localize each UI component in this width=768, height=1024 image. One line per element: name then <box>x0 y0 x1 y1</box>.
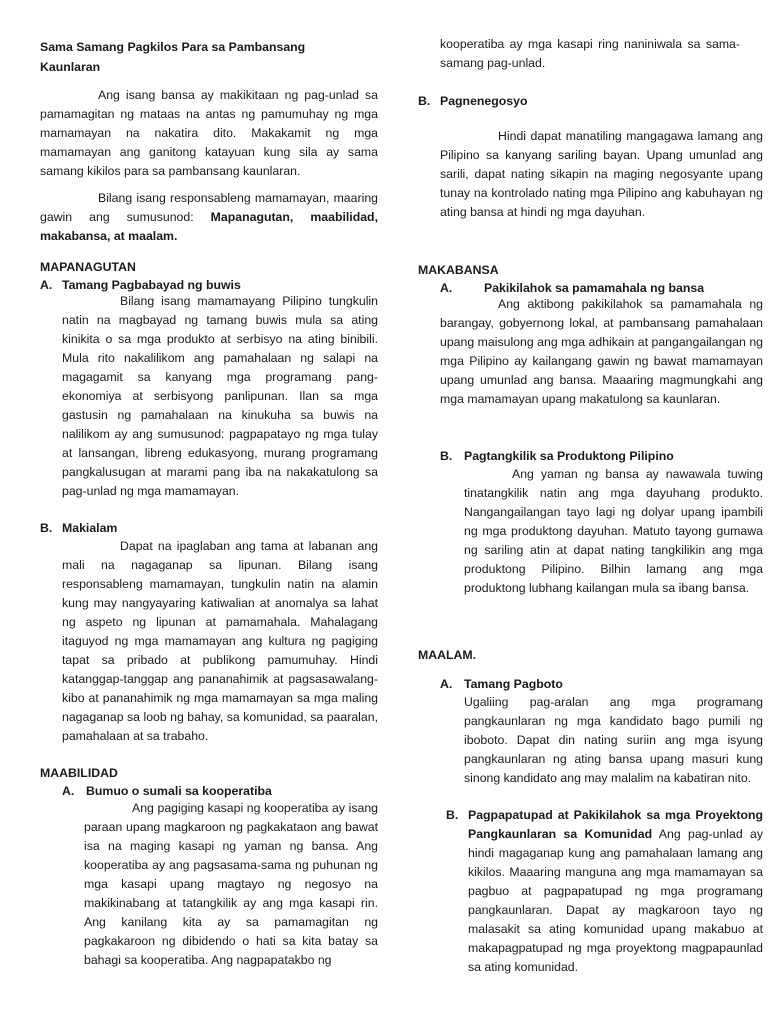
intro-paragraph-1: Ang isang bansa ay makikitaan ng pag-unlad sa pamamagitan ng mataas na antas ng pamumuhay ng mga mamamayan na nakatira dito. Makakamit ng mga mamamayan ang ganitong katayuan kung sila ay sama samang kikilos para sa pambansang kaunlaran. <box>40 88 378 178</box>
maalam-item-b-body-wrapper <box>468 806 763 977</box>
continued-text: kooperatiba ay mga kasapi ring naniniwala sa sama-samang pag-unlad. <box>440 37 740 70</box>
heading-maabilidad: MAABILIDAD <box>40 766 118 780</box>
intro-paragraph-2 <box>40 189 378 246</box>
mapanagutan-item-b-body: Dapat na ipaglaban ang tama at labanan ang mali na nagaganap sa lipunan. Bilang isang responsableng mamamayan, tungkulin natin na alamin kung may nangyayaring katiwalian at anomalya sa lahat ng aspeto ng lipunan at pamamahala. Mahalagang itaguyod ng mga mamamayan ang kultura ng pagiging tapat sa pribado at publikong pamumuhay. Hindi katanggap-tanggap ang pananahimik at pagsasawalang-kibo at pananahimik ng mga mamamayan sa mga maling nagaganap sa loob ng bahay, sa komunidad, sa paaralan, pamahalaan at sa trabaho. <box>62 539 378 743</box>
makabansa-item-a-body: Ang aktibong pakikilahok sa pamamahala ng barangay, gobyernong lokal, at pambansang pamahalaan upang maisulong ang mga adhikain at pangangailangan ng mga Pilipino ay kailangang gawin ng bawat mamamayan upang umunlad ang bansa. Maaaring magmungkahi ang mga mamamayan upang makatulong sa kaunlaran. <box>440 297 763 406</box>
makabansa-item-a-marker: A. <box>440 281 453 295</box>
mapanagutan-item-a-marker: A. <box>40 278 53 292</box>
makabansa-item-b-body: Ang yaman ng bansa ay nawawala tuwing tinatangkilik natin ang mga dayuhang produkto. Nangangailangan tayo lagi ng dolyar upang ipambili ng mga produktong dayuhan. Matuto tayong gumawa ng sariling atin at dapat nating tangkilikin ang mga produktong Pilipino. Bilhin lamang ang mga produktong lubhang kailangan mula sa ibang bansa. <box>464 467 763 595</box>
maalam-item-b-title: Pagpapatupad at Pakikilahok sa mga Proyektong Pangkaunlaran sa Komunidad <box>468 808 763 841</box>
makabansa-item-a-label: Pakikilahok sa pamamahala ng bansa <box>484 281 705 295</box>
pagnenegosyo-label: Pagnenegosyo <box>440 94 528 108</box>
pagnenegosyo-title <box>418 92 527 111</box>
heading-mapanagutan: MAPANAGUTAN <box>40 260 136 274</box>
maalam-item-a-body: Ugaliing pag-aralan ang mga programang pangkaunlaran ng mga kandidato bago pumili ng iboboto. Dapat din nating suriin ang mga isyung pangkaunlaran ng ating bansa upang masuri kung sinong kandidato ang may malalim na kabatiran nito. <box>464 695 763 785</box>
maabilidad-item-a-marker: A. <box>62 784 75 798</box>
makabansa-item-b-label: Pagtangkilik sa Produktong Pilipino <box>464 449 674 463</box>
intro-paragraph-2-text: Bilang isang responsableng mamamayan, maaring gawin ang sumusunod: <box>40 191 378 224</box>
makabansa-item-b-marker: B. <box>440 449 453 463</box>
maalam-item-b-marker: B. <box>446 808 459 822</box>
maalam-item-a-label: Tamang Pagboto <box>464 677 563 691</box>
heading-makabansa: MAKABANSA <box>418 263 499 277</box>
maabilidad-item-a-body: Ang pagiging kasapi ng kooperatiba ay isang paraan upang magkaroon ng pagkakataon ang bawat isa na maging kasapi ng yaman ng bansa. Ang kooperatiba ay ang pagsasama-sama ng puhunan ng mga kasapi upang magtayo ng negosyo na makikinabang at tatangkilik ay ang mga kasapi rin. Ang kanilang kita ay sa pamamagitan ng pagkakaroon ng dibidendo o hati sa kita batay sa bahagi sa kooperatiba. Ang nagpapatakbo ng <box>84 801 378 967</box>
mapanagutan-item-b-marker: B. <box>40 521 53 535</box>
document-title: Sama Samang Pagkilos Para sa Pambansang Kaunlaran <box>40 40 306 74</box>
mapanagutan-item-a-body: Bilang isang mamamayang Pilipino tungkulin natin na magbayad ng tamang buwis mula sa ating kinikita o sa mga produkto at serbisyo na ating binibili. Mula rito nakalilikom ang pamahalaan ng salapi na magagamit sa kanyang mga programang pang-ekonomiya at serbisyong panlipunan. Ilan sa mga gastusin ng pamahalaan na kinukuha sa buwis na nalilikom ay ang sumusunod: pagpapatayo ng mga tulay at lansangan, libreng edukasyong, murang programang pangkalusugan at marami pang iba na nakakatulong sa pag-unlad ng mga mamamayan. <box>62 294 378 498</box>
intro-paragraph-2-bold: Mapanagutan, maabilidad, makabansa, at maalam. <box>40 210 378 243</box>
mapanagutan-item-a-label: Tamang Pagbabayad ng buwis <box>62 278 241 292</box>
maabilidad-item-a-label: Bumuo o sumali sa kooperatiba <box>86 784 272 798</box>
mapanagutan-item-b-title <box>40 519 117 538</box>
maalam-item-a-title <box>440 675 563 694</box>
maalam-item-b-body: Ang pag-unlad ay hindi magaganap kung ang pamahalaan lamang ang kikilos. Maaaring manguna ang mga mamamayan sa pagbuo at pagpapatupad ng mga programang pangkaunlaran. Dapat ay magkaroon tayo ng malasakit sa ating komunidad upang makabuo at makapagpatupad ng mga proyektong magpapaunlad sa ating komunidad. <box>468 827 763 974</box>
maalam-item-a-marker: A. <box>440 677 453 691</box>
pagnenegosyo-body: Hindi dapat manatiling mangagawa lamang ang Pilipino sa kanyang sariling bayan. Upang umunlad ang sarili, dapat nating sikapin na maging negosyante upang tunay na kontrolado nating mga Pilipino ang kabuhayan ng ating bansa at hindi ng mga dayuhan. <box>440 129 763 219</box>
mapanagutan-item-b-label: Makialam <box>62 521 118 535</box>
pagnenegosyo-marker: B. <box>418 94 431 108</box>
makabansa-item-b-title <box>440 447 674 466</box>
heading-maalam: MAALAM. <box>418 648 477 662</box>
